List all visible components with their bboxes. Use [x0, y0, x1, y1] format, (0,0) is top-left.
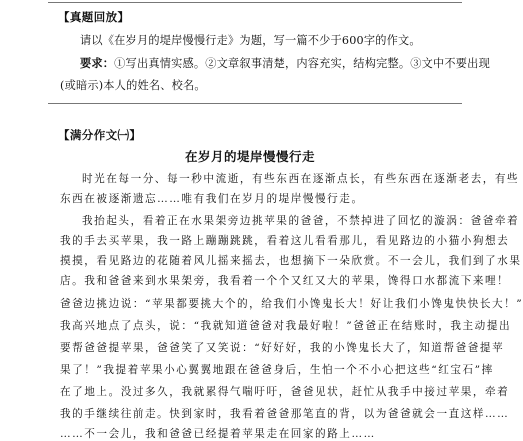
essay-line: 我抬起头，看着正在水果架旁边挑苹果的爸爸，不禁掉进了回忆的漩涡：爸爸牵着 — [82, 215, 520, 227]
essay-line: 在了地上。没过多久，我就累得气喘吁吁，爸爸见状，赶忙从我手中接过苹果，牵着 — [60, 386, 510, 398]
middle-divider — [48, 103, 462, 104]
essay-line: 我的手去买苹果，我一路上蹦蹦跳跳，看着这儿看看那儿，看见路边的小猫小狗想去 — [60, 235, 510, 247]
essay-line: 果了！”我提着苹果小心翼翼地跟在爸爸身后，生怕一个不小心把这些“红宝石”摔 — [60, 364, 494, 376]
top-divider — [48, 2, 462, 3]
essay-line: 摸摸，看见路边的花随着风儿摇来摇去，也想摘下一朵欣赏。不一会儿，我们到了水果 — [60, 255, 522, 267]
essay-title: 在岁月的堤岸慢慢行走 — [184, 149, 315, 164]
essay-line: ……不一会儿，我和爸爸已经提着苹果走在回家的路上…… — [60, 428, 376, 440]
essay-line: 爸爸边挑边说：“苹果都要挑大个的，给我们小馋鬼长大！好让我们小馋鬼快快长大！” — [60, 298, 523, 310]
essay-line: 东西在被逐渐遗忘……唯有我们在岁月的堤岸慢慢行走。 — [60, 193, 364, 205]
requirements-continuation: (或暗示)本人的姓名、校名。 — [60, 79, 206, 92]
section-heading-real-exam: 【真题回放】 — [58, 10, 130, 24]
essay-line: 我的手继续往前走。快到家时，我看着爸爸那笔直的背，以为爸爸就会一直这样…… — [60, 408, 510, 420]
essay-line: 我高兴地点了点头，说：“我就知道爸爸对我最好啦！”爸爸正在结账时，我主动提出 — [60, 320, 512, 332]
essay-prompt: 请以《在岁月的堤岸慢慢行走》为题，写一篇不少于600字的作文。 — [80, 34, 421, 47]
requirements-label: 要求： — [80, 56, 115, 70]
essay-line: 要帮爸爸提苹果，爸爸笑了又笑说：“好好好，我的小馋鬼长大了，知道帮爸爸提苹 — [60, 342, 505, 354]
requirements-text: ①写出真情实感。②文章叙事清楚，内容充实，结构完整。③文中不要出现 — [114, 57, 490, 70]
section-heading-full-score-essay: 【满分作文㈠】 — [58, 128, 142, 142]
requirements-line — [80, 55, 490, 71]
essay-line: 时光在每一分、每一秒中流逝，有些东西在逐渐点长，有些东西在逐渐老去，有些 — [82, 173, 520, 185]
essay-line: 店。我和爸爸来到水果架旁，我看着一个个又红又大的苹果，馋得口水都流下来哩！ — [60, 275, 510, 287]
